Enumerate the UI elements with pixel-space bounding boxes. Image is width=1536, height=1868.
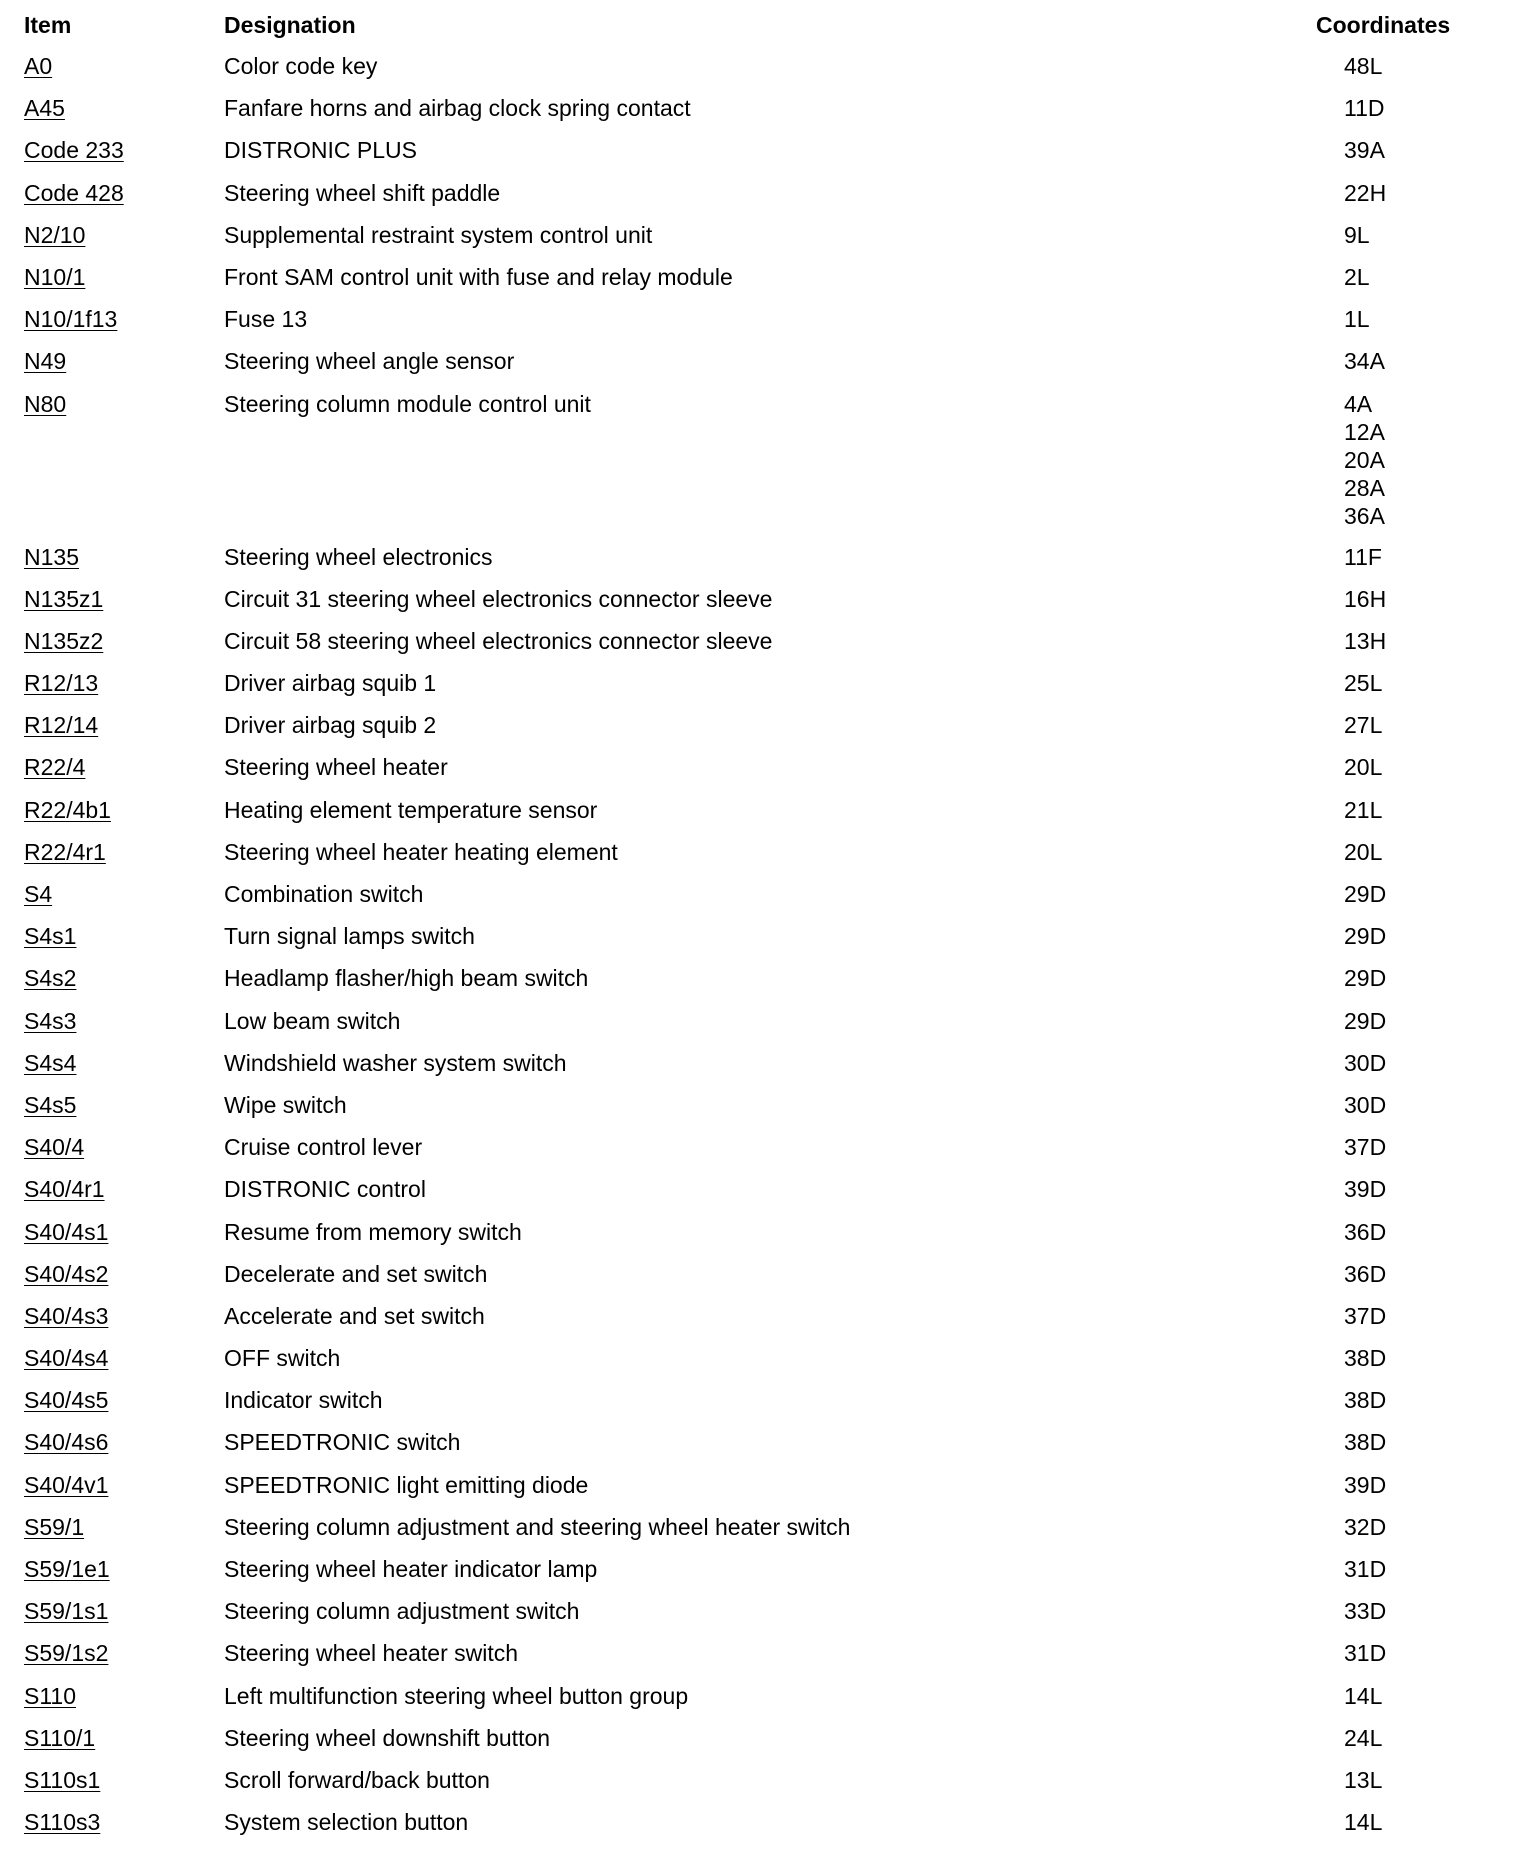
coordinates-cell bbox=[1344, 1808, 1382, 1836]
item-link[interactable]: N135 bbox=[24, 543, 79, 570]
item-link[interactable]: S40/4s1 bbox=[24, 1218, 109, 1245]
coordinates-cell bbox=[1344, 1428, 1386, 1456]
designation-text: Steering wheel shift paddle bbox=[224, 179, 501, 206]
coordinate-value: 38D bbox=[1344, 1429, 1387, 1456]
coordinates-cell bbox=[1344, 1682, 1382, 1710]
column-header-designation: Designation bbox=[224, 12, 356, 38]
designation-text: Supplemental restraint system control unit bbox=[224, 221, 653, 248]
designation-text: Scroll forward/back button bbox=[224, 1766, 490, 1793]
designation-text: SPEEDTRONIC light emitting diode bbox=[224, 1471, 589, 1498]
item-link[interactable]: S59/1 bbox=[24, 1513, 85, 1540]
coordinates-cell bbox=[1344, 1471, 1386, 1499]
table-row bbox=[0, 1555, 1536, 1597]
coordinates-cell bbox=[1344, 922, 1386, 950]
coordinates-cell bbox=[1344, 1260, 1386, 1288]
item-link[interactable]: S40/4v1 bbox=[24, 1471, 109, 1498]
item-link[interactable]: R22/4r1 bbox=[24, 838, 106, 865]
component-table bbox=[0, 52, 1536, 1850]
coordinates-cell bbox=[1344, 1766, 1382, 1794]
coordinate-value: 16H bbox=[1344, 585, 1387, 612]
table-row bbox=[0, 880, 1536, 922]
coordinate-value: 39D bbox=[1344, 1176, 1387, 1203]
designation-text: Steering wheel heater switch bbox=[224, 1640, 519, 1667]
coordinates-cell bbox=[1344, 305, 1370, 333]
coordinate-value: 33D bbox=[1344, 1598, 1387, 1625]
coordinate-value: 20L bbox=[1344, 838, 1383, 865]
coordinates-cell bbox=[1344, 1302, 1386, 1330]
table-row bbox=[0, 1386, 1536, 1428]
coordinates-cell bbox=[1344, 1175, 1386, 1203]
item-link[interactable]: S110s1 bbox=[24, 1766, 101, 1793]
table-row bbox=[0, 1133, 1536, 1175]
item-link[interactable]: N49 bbox=[24, 348, 67, 375]
table-row bbox=[0, 1597, 1536, 1639]
coordinates-cell bbox=[1344, 1555, 1386, 1583]
coordinates-cell bbox=[1344, 753, 1382, 781]
coordinates-cell bbox=[1344, 585, 1386, 613]
table-row bbox=[0, 796, 1536, 838]
designation-text: Heating element temperature sensor bbox=[224, 796, 598, 823]
designation-text: Turn signal lamps switch bbox=[224, 923, 475, 950]
item-link[interactable]: S110 bbox=[24, 1682, 77, 1709]
coordinates-cell bbox=[1344, 1133, 1386, 1161]
coordinate-value: 4A bbox=[1344, 390, 1373, 417]
item-link[interactable]: S59/1e1 bbox=[24, 1556, 110, 1582]
table-row bbox=[0, 1724, 1536, 1766]
coordinate-value: 9L bbox=[1344, 221, 1370, 248]
item-link[interactable]: N2/10 bbox=[24, 221, 86, 248]
coordinate-value: 30D bbox=[1344, 1049, 1387, 1076]
designation-text: Fuse 13 bbox=[224, 306, 308, 333]
coordinate-value: 2L bbox=[1344, 263, 1370, 290]
table-row bbox=[0, 305, 1536, 347]
coordinates-cell bbox=[1344, 1344, 1386, 1372]
item-link[interactable]: R12/14 bbox=[24, 712, 99, 739]
table-row bbox=[0, 1049, 1536, 1091]
item-link[interactable]: S4s2 bbox=[24, 965, 77, 992]
coordinate-value: 1L bbox=[1344, 306, 1370, 333]
item-link[interactable]: S40/4 bbox=[24, 1134, 85, 1161]
designation-text: Fanfare horns and airbag clock spring contact bbox=[224, 95, 691, 122]
designation-text: Front SAM control unit with fuse and relay module bbox=[224, 263, 733, 290]
item-link[interactable]: R22/4 bbox=[24, 754, 86, 781]
coordinate-value: 37D bbox=[1344, 1302, 1387, 1329]
table-row bbox=[0, 1513, 1536, 1555]
coordinate-value: 13L bbox=[1344, 1766, 1383, 1793]
designation-text: Low beam switch bbox=[224, 1007, 401, 1034]
coordinate-value: 22H bbox=[1344, 179, 1387, 206]
coordinates-cell bbox=[1344, 1091, 1386, 1119]
table-header bbox=[0, 12, 1536, 44]
coordinate-value: 38D bbox=[1344, 1387, 1387, 1414]
coordinates-cell bbox=[1344, 179, 1386, 207]
coordinate-value: 20A bbox=[1344, 446, 1385, 473]
table-row bbox=[0, 838, 1536, 880]
designation-text: OFF switch bbox=[224, 1345, 341, 1372]
item-link[interactable]: S110/1 bbox=[24, 1724, 96, 1751]
coordinate-value: 14L bbox=[1344, 1809, 1383, 1836]
designation-text: Indicator switch bbox=[224, 1387, 383, 1414]
table-row bbox=[0, 669, 1536, 711]
item-link[interactable]: S4 bbox=[24, 881, 53, 907]
item-link[interactable]: S40/4s6 bbox=[24, 1429, 109, 1456]
coordinate-value: 31D bbox=[1344, 1640, 1387, 1667]
coordinates-cell bbox=[1344, 838, 1382, 866]
column-header-coordinates: Coordinates bbox=[1316, 12, 1451, 38]
coordinate-value: 29D bbox=[1344, 923, 1387, 950]
item-link[interactable]: S40/4r1 bbox=[24, 1176, 105, 1203]
table-row bbox=[0, 263, 1536, 305]
designation-text: Wipe switch bbox=[224, 1091, 347, 1118]
designation-text: Cruise control lever bbox=[224, 1134, 423, 1161]
designation-text: SPEEDTRONIC switch bbox=[224, 1429, 461, 1456]
designation-text: Windshield washer system switch bbox=[224, 1049, 567, 1076]
designation-text: DISTRONIC PLUS bbox=[224, 137, 417, 164]
coordinates-cell bbox=[1344, 52, 1382, 80]
table-row bbox=[0, 1175, 1536, 1217]
coordinate-value: 36D bbox=[1344, 1218, 1387, 1245]
coordinate-value: 28A bbox=[1344, 474, 1385, 501]
coordinate-value: 29D bbox=[1344, 965, 1387, 992]
table-row bbox=[0, 1808, 1536, 1850]
coordinates-cell bbox=[1344, 1724, 1382, 1752]
item-link[interactable]: S40/4s5 bbox=[24, 1387, 109, 1414]
coordinates-cell bbox=[1344, 1386, 1386, 1414]
table-row bbox=[0, 1091, 1536, 1133]
coordinates-cell bbox=[1344, 543, 1382, 571]
item-link[interactable]: S59/1s1 bbox=[24, 1598, 109, 1625]
item-link[interactable]: S59/1s2 bbox=[24, 1640, 109, 1667]
coordinate-value: 30D bbox=[1344, 1091, 1387, 1118]
coordinate-value: 20L bbox=[1344, 754, 1383, 781]
coordinates-cell bbox=[1344, 221, 1370, 249]
coordinate-value: 32D bbox=[1344, 1513, 1387, 1540]
item-link[interactable]: N10/1 bbox=[24, 263, 86, 290]
coordinate-value: 34A bbox=[1344, 348, 1385, 375]
table-row bbox=[0, 1682, 1536, 1724]
item-link[interactable]: N80 bbox=[24, 390, 67, 417]
designation-text: Steering column adjustment switch bbox=[224, 1598, 580, 1625]
item-link[interactable]: Code 233 bbox=[24, 137, 124, 164]
designation-text: Headlamp flasher/high beam switch bbox=[224, 965, 589, 992]
coordinate-value: 29D bbox=[1344, 1007, 1387, 1034]
coordinate-value: 39D bbox=[1344, 1471, 1387, 1498]
coordinates-cell bbox=[1344, 796, 1382, 824]
coordinates-cell bbox=[1344, 390, 1385, 530]
coordinates-cell bbox=[1344, 263, 1370, 291]
table-row bbox=[0, 585, 1536, 627]
item-link[interactable]: R22/4b1 bbox=[24, 796, 111, 823]
coordinate-value: 36A bbox=[1344, 502, 1385, 529]
table-row bbox=[0, 1260, 1536, 1302]
table-row bbox=[0, 543, 1536, 585]
designation-text: Steering column adjustment and steering wheel heater switch bbox=[224, 1513, 851, 1540]
table-row bbox=[0, 52, 1536, 94]
designation-text: Steering wheel heater bbox=[224, 754, 448, 781]
item-link[interactable]: S4s4 bbox=[24, 1049, 77, 1076]
designation-text: Steering wheel downshift button bbox=[224, 1724, 551, 1751]
table-row bbox=[0, 1639, 1536, 1681]
item-link[interactable]: Code 428 bbox=[24, 179, 124, 206]
coordinates-cell bbox=[1344, 964, 1386, 992]
table-row bbox=[0, 1428, 1536, 1470]
coordinates-cell bbox=[1344, 1049, 1386, 1077]
item-link[interactable]: A0 bbox=[24, 53, 53, 79]
designation-text: Steering wheel heater heating element bbox=[224, 838, 618, 865]
table-row bbox=[0, 1007, 1536, 1049]
table-row bbox=[0, 753, 1536, 795]
designation-text: Steering wheel angle sensor bbox=[224, 348, 515, 375]
coordinate-value: 36D bbox=[1344, 1260, 1387, 1287]
designation-text: Resume from memory switch bbox=[224, 1218, 522, 1245]
table-row bbox=[0, 94, 1536, 136]
designation-text: Driver airbag squib 2 bbox=[224, 712, 437, 739]
coordinates-cell bbox=[1344, 711, 1382, 739]
item-link[interactable]: N10/1f13 bbox=[24, 306, 118, 333]
coordinate-value: 37D bbox=[1344, 1134, 1387, 1161]
coordinate-value: 39A bbox=[1344, 137, 1385, 164]
designation-text: System selection button bbox=[224, 1809, 469, 1836]
designation-text: Accelerate and set switch bbox=[224, 1302, 485, 1329]
table-row bbox=[0, 1302, 1536, 1344]
coordinates-cell bbox=[1344, 1597, 1386, 1625]
designation-text: Driver airbag squib 1 bbox=[224, 670, 437, 697]
item-link[interactable]: R12/13 bbox=[24, 670, 99, 697]
table-row bbox=[0, 136, 1536, 178]
table-row bbox=[0, 347, 1536, 389]
designation-text: Combination switch bbox=[224, 881, 424, 907]
coordinate-value: 27L bbox=[1344, 712, 1383, 739]
coordinates-cell bbox=[1344, 1513, 1386, 1541]
coordinate-value: 29D bbox=[1344, 881, 1387, 907]
coordinates-cell bbox=[1344, 627, 1386, 655]
table-row bbox=[0, 221, 1536, 263]
column-header-item: Item bbox=[24, 12, 72, 38]
item-link[interactable]: N135z1 bbox=[24, 585, 104, 612]
item-link[interactable]: N135z2 bbox=[24, 627, 104, 654]
coordinate-value: 11F bbox=[1344, 543, 1382, 570]
table-row bbox=[0, 1766, 1536, 1808]
table-row bbox=[0, 1218, 1536, 1260]
coordinate-value: 14L bbox=[1344, 1682, 1383, 1709]
item-link[interactable]: S110s3 bbox=[24, 1809, 101, 1836]
coordinate-value: 11D bbox=[1344, 95, 1385, 122]
coordinate-value: 21L bbox=[1344, 796, 1383, 823]
item-link[interactable]: S40/4s2 bbox=[24, 1260, 109, 1287]
designation-text: Color code key bbox=[224, 53, 378, 79]
coordinates-cell bbox=[1344, 347, 1385, 375]
coordinates-cell bbox=[1344, 880, 1386, 908]
item-link[interactable]: S4s3 bbox=[24, 1007, 77, 1034]
coordinate-value: 31D bbox=[1344, 1556, 1387, 1582]
coordinate-value: 38D bbox=[1344, 1345, 1387, 1372]
table-row bbox=[0, 1344, 1536, 1386]
item-link[interactable]: A45 bbox=[24, 95, 65, 122]
coordinates-cell bbox=[1344, 94, 1385, 122]
table-row bbox=[0, 179, 1536, 221]
coordinates-cell bbox=[1344, 669, 1382, 697]
coordinates-cell bbox=[1344, 1218, 1386, 1246]
coordinates-cell bbox=[1344, 1639, 1386, 1667]
table-row bbox=[0, 1471, 1536, 1513]
designation-text: Circuit 31 steering wheel electronics connector sleeve bbox=[224, 585, 773, 612]
item-link[interactable]: S4s1 bbox=[24, 923, 77, 950]
coordinate-value: 12A bbox=[1344, 418, 1385, 445]
table-row bbox=[0, 922, 1536, 964]
coordinate-value: 48L bbox=[1344, 53, 1383, 79]
designation-text: Left multifunction steering wheel button group bbox=[224, 1682, 689, 1709]
designation-text: Steering column module control unit bbox=[224, 390, 591, 417]
designation-text: Decelerate and set switch bbox=[224, 1260, 488, 1287]
coordinate-value: 13H bbox=[1344, 627, 1387, 654]
coordinate-value: 25L bbox=[1344, 670, 1383, 697]
coordinate-value: 24L bbox=[1344, 1724, 1383, 1751]
coordinates-cell bbox=[1344, 136, 1385, 164]
table-row bbox=[0, 964, 1536, 1006]
designation-text: DISTRONIC control bbox=[224, 1176, 426, 1203]
designation-text: Steering wheel electronics bbox=[224, 543, 493, 570]
table-row bbox=[0, 627, 1536, 669]
table-row bbox=[0, 711, 1536, 753]
table-row bbox=[0, 390, 1536, 543]
item-link[interactable]: S4s5 bbox=[24, 1091, 77, 1118]
item-link[interactable]: S40/4s3 bbox=[24, 1302, 109, 1329]
designation-text: Steering wheel heater indicator lamp bbox=[224, 1556, 598, 1582]
coordinates-cell bbox=[1344, 1007, 1386, 1035]
item-link[interactable]: S40/4s4 bbox=[24, 1345, 109, 1372]
designation-text: Circuit 58 steering wheel electronics connector sleeve bbox=[224, 627, 773, 654]
